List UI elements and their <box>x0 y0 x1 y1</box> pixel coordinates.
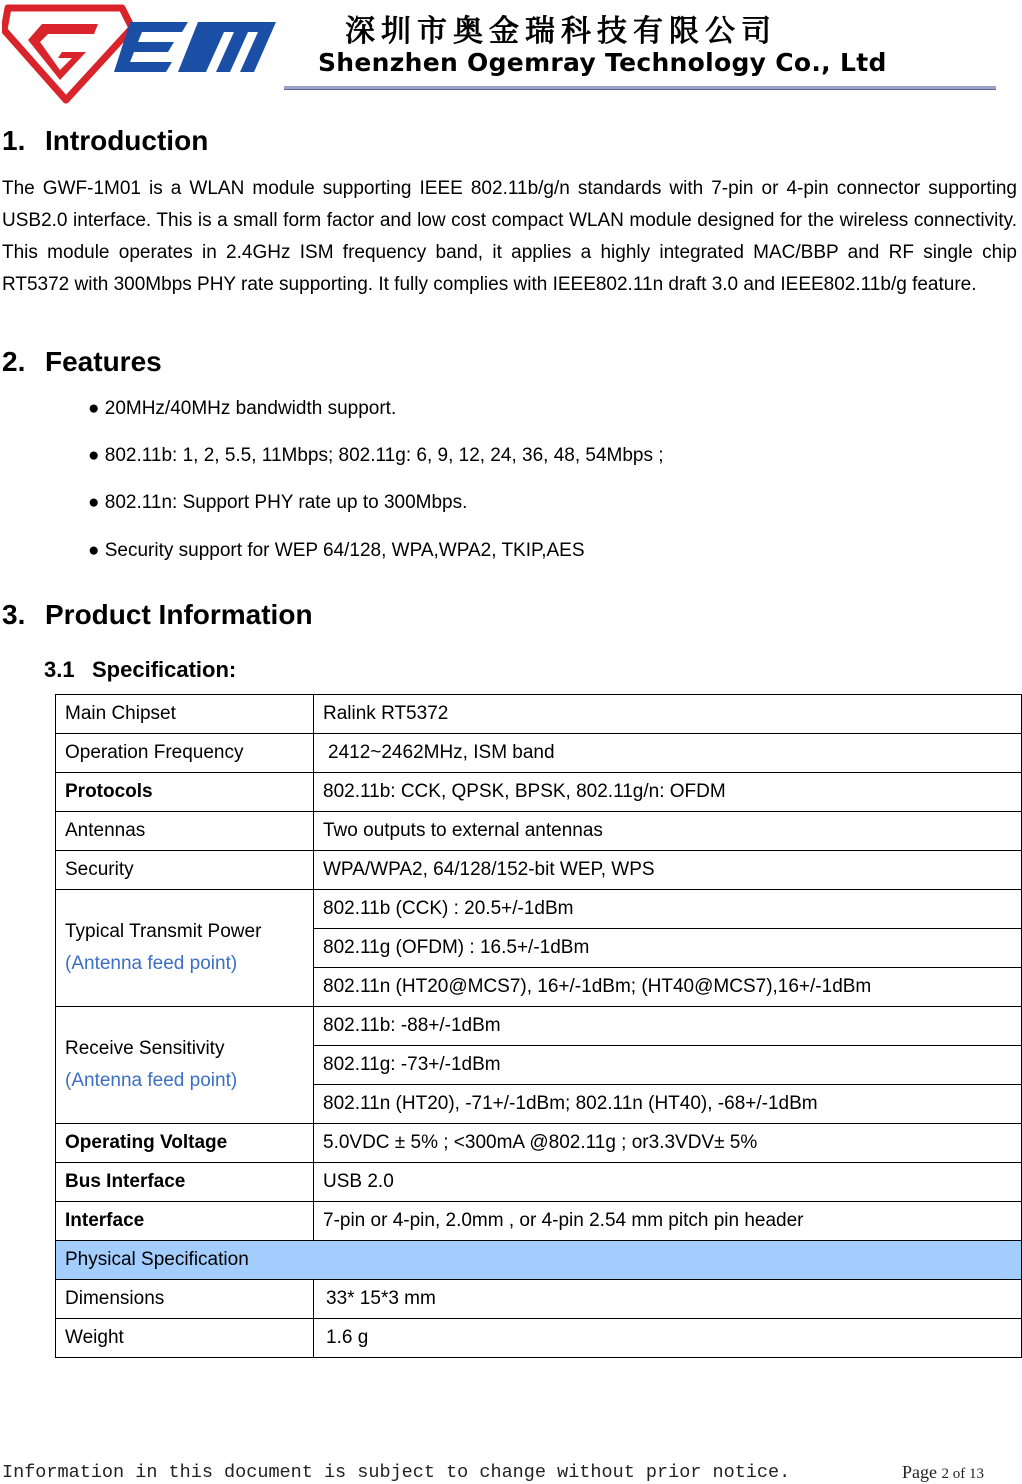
company-logo <box>2 0 280 104</box>
page-label: Page <box>902 1462 937 1482</box>
feature-item: ● 20MHz/40MHz bandwidth support. <box>88 398 397 419</box>
table-row <box>56 812 1022 851</box>
spec-label-note: (Antenna feed point) <box>65 1070 238 1091</box>
header-divider <box>284 86 996 90</box>
spec-value: Two outputs to external antennas <box>314 812 1022 851</box>
spec-label: Receive Sensitivity <box>65 1038 225 1059</box>
spec-value: WPA/WPA2, 64/128/152-bit WEP, WPS <box>314 851 1022 890</box>
physical-specification-header: Physical Specification <box>56 1241 1022 1280</box>
feature-item: ● 802.11b: 1, 2, 5.5, 11Mbps; 802.11g: 6, 9, 12, 24, 36, 48, 54Mbps ; <box>88 445 664 466</box>
table-section-row <box>56 1241 1022 1280</box>
spec-value: 802.11n (HT20@MCS7), 16+/-1dBm; (HT40@MCS7),16+/-1dBm <box>314 968 1022 1007</box>
feature-item: ● 802.11n: Support PHY rate up to 300Mbps. <box>88 492 468 513</box>
spec-value: 802.11g (OFDM) : 16.5+/-1dBm <box>314 929 1022 968</box>
spec-label: Interface <box>56 1202 314 1241</box>
company-name-english: Shenzhen Ogemray Technology Co., Ltd <box>318 48 887 77</box>
spec-value: 802.11b: CCK, QPSK, BPSK, 802.11g/n: OFDM <box>314 773 1022 812</box>
spec-value: 802.11g: -73+/-1dBm <box>314 1046 1022 1085</box>
table-row <box>56 773 1022 812</box>
spec-value: USB 2.0 <box>314 1163 1022 1202</box>
spec-value: 5.0VDC ± 5% ; <300mA @802.11g ; or3.3VDV± 5% <box>314 1124 1022 1163</box>
spec-label-receive-sensitivity <box>56 1007 314 1124</box>
table-row <box>56 1319 1022 1358</box>
table-row <box>56 1280 1022 1319</box>
feature-item: ● Security support for WEP 64/128, WPA,WPA2, TKIP,AES <box>88 540 585 561</box>
spec-label: Bus Interface <box>56 1163 314 1202</box>
specification-table <box>55 694 1022 1358</box>
section-heading-introduction: 1. Introduction <box>2 125 209 156</box>
spec-value: 1.6 g <box>314 1319 1022 1358</box>
spec-label: Security <box>56 851 314 890</box>
spec-value: Ralink RT5372 <box>314 695 1022 734</box>
section-heading-features: 2. Features <box>2 346 162 377</box>
section-heading-product-information: 3. Product Information <box>2 599 313 630</box>
table-row <box>56 1163 1022 1202</box>
spec-label: Main Chipset <box>56 695 314 734</box>
spec-label: Dimensions <box>56 1280 314 1319</box>
spec-value: 802.11n (HT20), -71+/-1dBm; 802.11n (HT40), -68+/-1dBm <box>314 1085 1022 1124</box>
subsection-heading-specification: 3.1 Specification: <box>44 657 237 682</box>
table-row <box>56 1007 1022 1046</box>
spec-label-transmit-power <box>56 890 314 1007</box>
spec-value: 7-pin or 4-pin, 2.0mm , or 4-pin 2.54 mm pitch pin header <box>314 1202 1022 1241</box>
spec-value: 33* 15*3 mm <box>314 1280 1022 1319</box>
introduction-paragraph: The GWF-1M01 is a WLAN module supporting IEEE 802.11b/g/n standards with 7-pin or 4-pin connector supporting USB2.0 interface. This is a small form factor and low cost compact WLAN module designed for the wireless connectivity. This module operates in 2.4GHz ISM frequency band, it applies a highly integrated MAC/BBP and RF single chip RT5372 with 300Mbps PHY rate supporting. It fully complies with IEEE802.11n draft 3.0 and IEEE802.11b/g feature. <box>2 178 1017 295</box>
table-row <box>56 1124 1022 1163</box>
company-name-chinese: 深圳市奥金瑞科技有限公司 <box>345 14 777 49</box>
spec-label-note: (Antenna feed point) <box>65 953 238 974</box>
spec-label: Antennas <box>56 812 314 851</box>
page-number: 2 of 13 <box>941 1466 984 1482</box>
spec-label: Weight <box>56 1319 314 1358</box>
table-row <box>56 1202 1022 1241</box>
table-row <box>56 734 1022 773</box>
spec-label: Operating Voltage <box>56 1124 314 1163</box>
spec-value: 802.11b (CCK) : 20.5+/-1dBm <box>314 890 1022 929</box>
footer-notice: Information in this document is subject to change without prior notice. <box>2 1462 791 1483</box>
table-row <box>56 851 1022 890</box>
footer-page-number <box>902 1462 984 1483</box>
spec-value: 802.11b: -88+/-1dBm <box>314 1007 1022 1046</box>
spec-value: 2412~2462MHz, ISM band <box>314 734 1022 773</box>
table-row <box>56 695 1022 734</box>
spec-label: Operation Frequency <box>56 734 314 773</box>
spec-label: Typical Transmit Power <box>65 921 262 942</box>
table-row <box>56 890 1022 929</box>
spec-label: Protocols <box>56 773 314 812</box>
